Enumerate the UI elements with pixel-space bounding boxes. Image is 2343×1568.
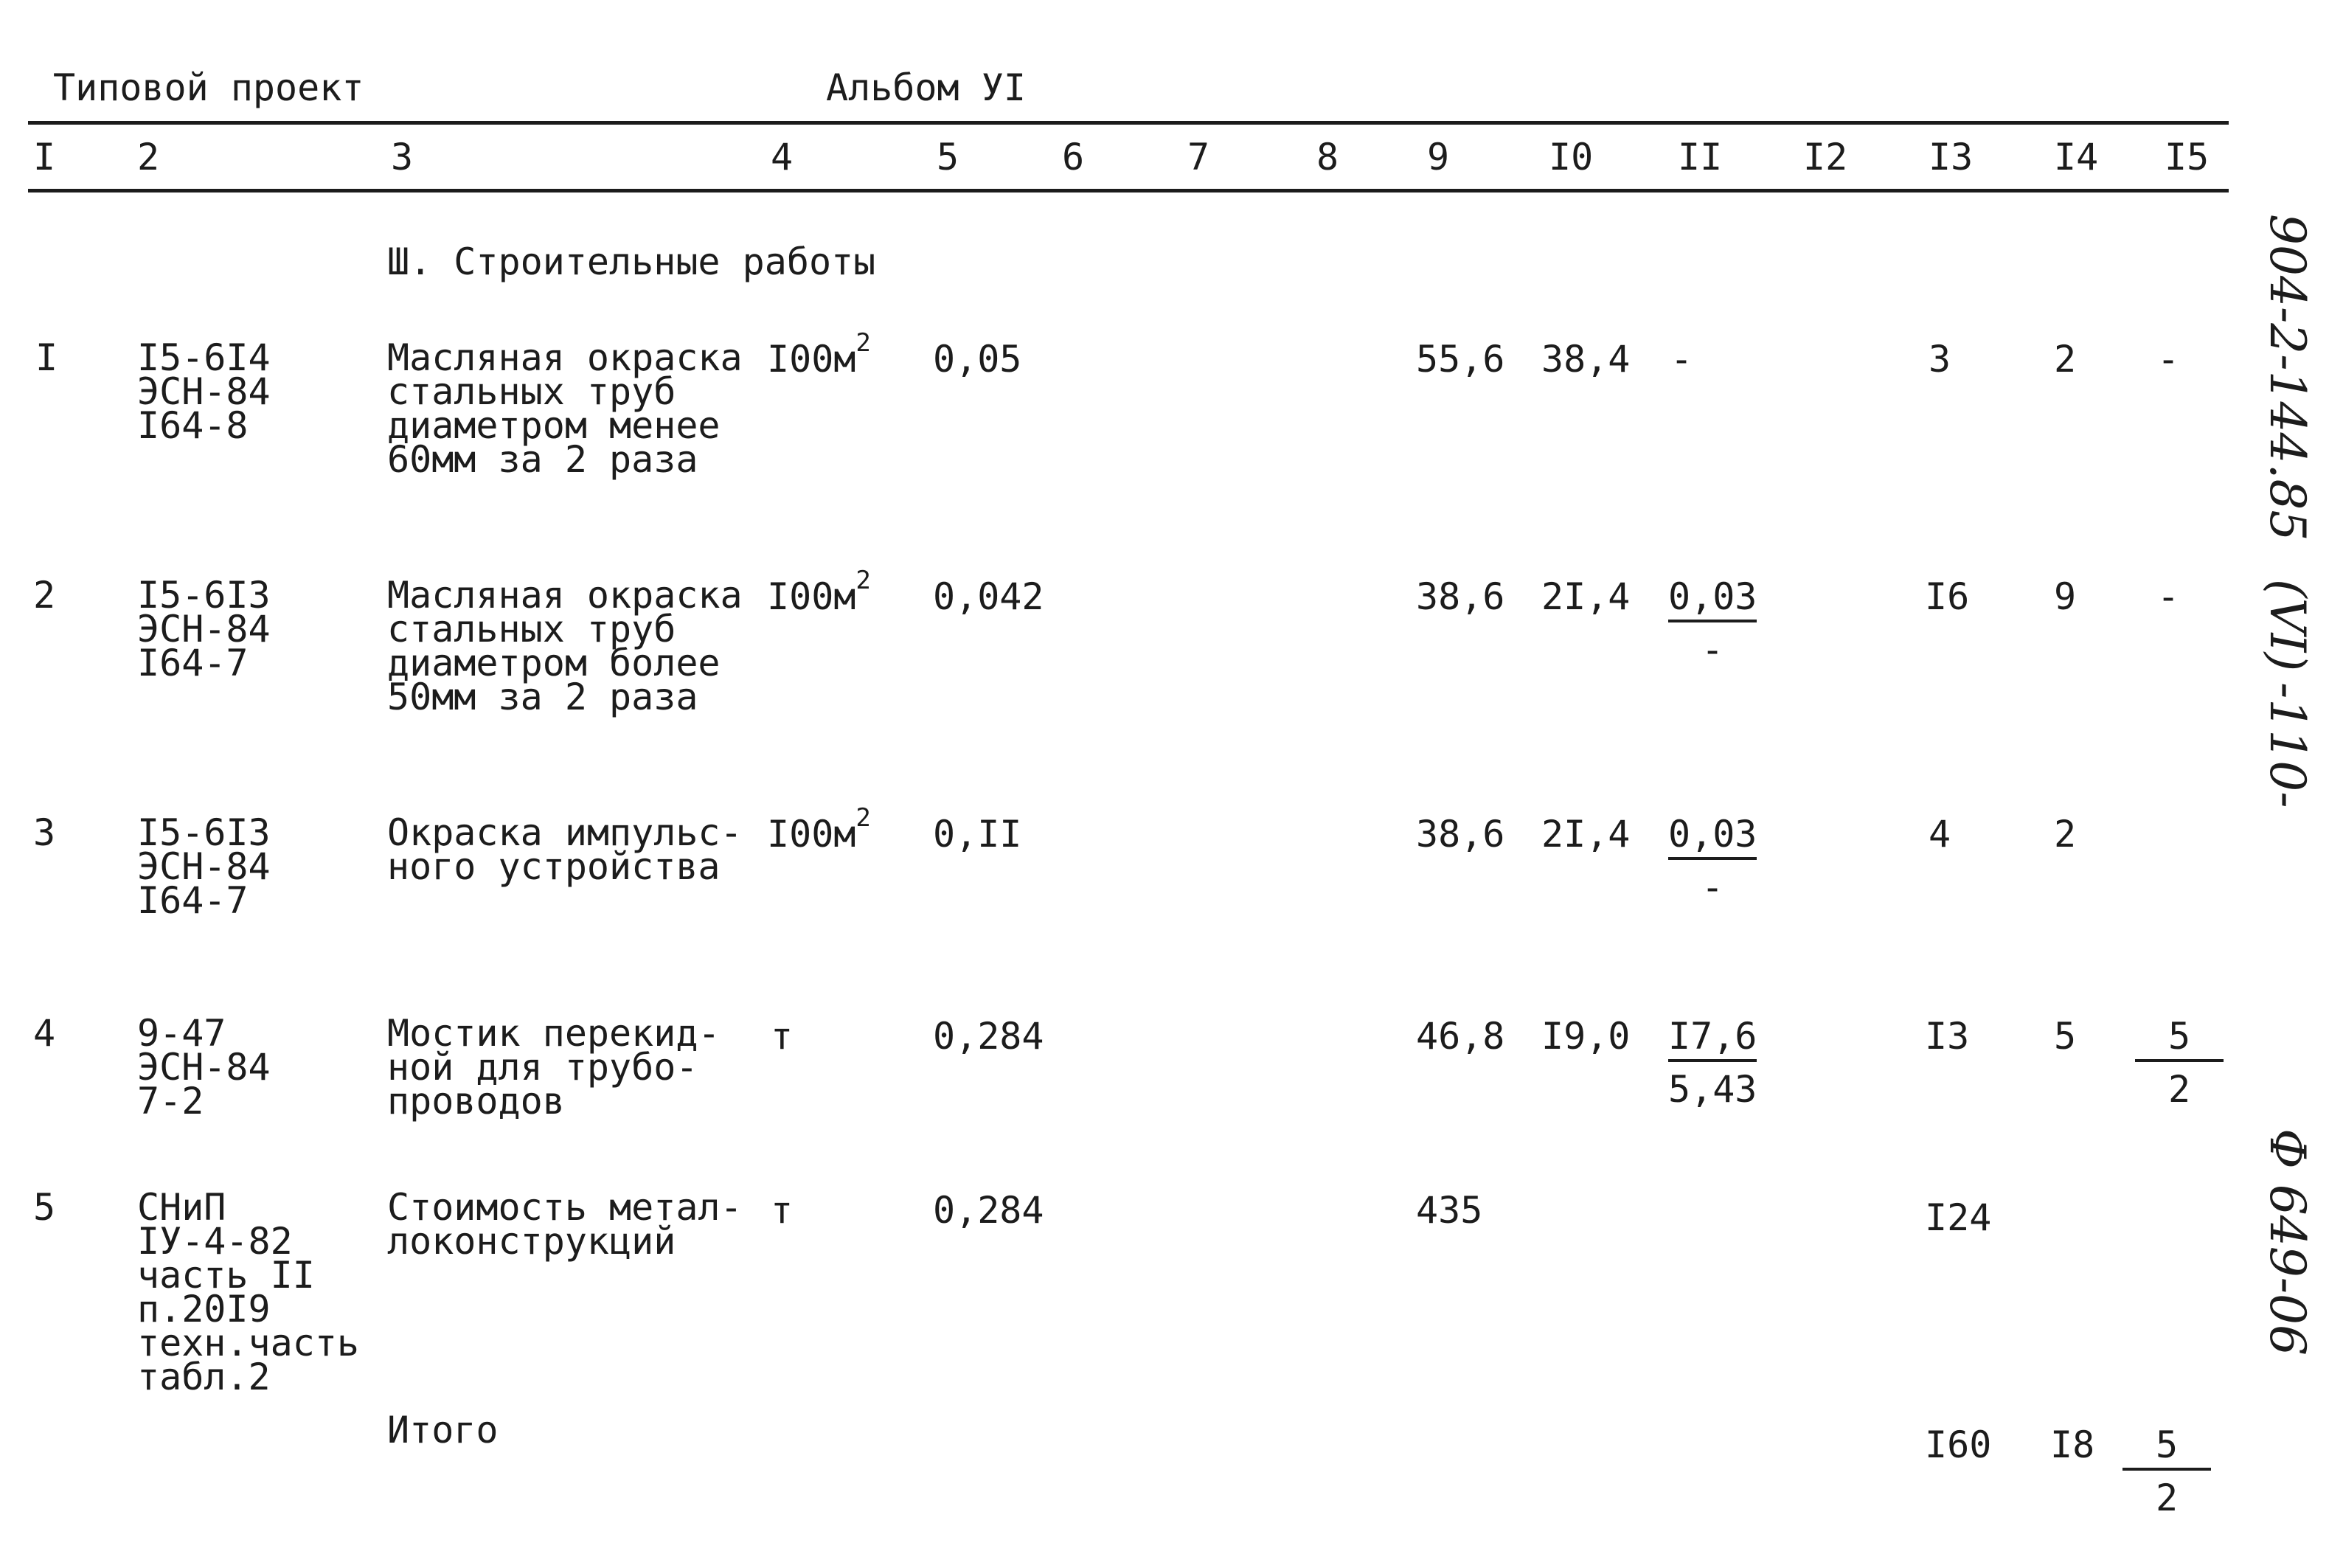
norm-code [137, 336, 271, 447]
description-line: диаметром более [387, 642, 721, 684]
row-number: 5 [33, 1186, 56, 1229]
col-header-1: I [33, 136, 56, 178]
col13-value: I6 [1925, 575, 1970, 618]
col10-value: 2I,4 [1541, 813, 1631, 856]
col-header-2: 2 [137, 136, 160, 178]
col-header-7: 7 [1187, 136, 1210, 178]
norm-code-line: ЭСН-84 [137, 845, 271, 888]
fraction-denominator: 5,43 [1668, 1068, 1757, 1111]
col-header-8: 8 [1316, 136, 1339, 178]
col-header-3: 3 [391, 136, 414, 178]
fraction-numerator: I7,6 [1668, 1015, 1757, 1058]
header-album: Альбом УI [826, 66, 1026, 109]
total-col14: I8 [2050, 1423, 2095, 1466]
norm-code-line: I5-6I4 [137, 336, 271, 379]
norm-code-line: ЭСН-84 [137, 1046, 271, 1089]
description-line: Окраска импульс- [387, 811, 743, 854]
fraction-bar [1668, 857, 1757, 860]
description-line: Масляная окраска [387, 336, 743, 379]
norm-code-line: I64-8 [137, 404, 249, 447]
col15-value: - [2157, 575, 2180, 618]
description-line: локонструкций [387, 1220, 676, 1263]
norm-code-line: I5-6I3 [137, 811, 271, 854]
fraction-bar [2135, 1059, 2224, 1062]
header-typical-project: Типовой проект [53, 66, 364, 109]
unit [767, 566, 871, 618]
row-number: 3 [33, 811, 56, 854]
col11-value: - [1670, 338, 1693, 381]
col9-value: 46,8 [1416, 1015, 1505, 1058]
norm-code-line: табл.2 [137, 1356, 271, 1398]
fraction-denominator: 2 [2167, 1068, 2191, 1111]
description-line: Стоимость метал- [387, 1186, 743, 1229]
col11-fraction [1668, 813, 1757, 909]
margin-note-page: -110- [2259, 682, 2316, 808]
col-header-15: I5 [2165, 136, 2210, 178]
norm-code-line: техн.часть [137, 1322, 360, 1364]
norm-code [137, 574, 271, 684]
description-line: Мостик перекид- [387, 1012, 721, 1055]
col9-value: 55,6 [1416, 338, 1505, 381]
work-description [387, 1012, 721, 1123]
unit: т [771, 1189, 794, 1232]
header-top-rule [28, 121, 2229, 125]
col14-value: 5 [2054, 1015, 2077, 1058]
norm-code-line: п.20I9 [137, 1288, 271, 1331]
margin-note-project-code: 904-2-144.85 [2259, 214, 2316, 541]
description-line: стальных труб [387, 370, 676, 413]
work-description [387, 811, 743, 888]
col10-value: I9,0 [1541, 1015, 1631, 1058]
unit-exponent: 2 [855, 328, 871, 358]
col-header-9: 9 [1427, 136, 1450, 178]
col15-value: - [2157, 338, 2180, 381]
col13-value: I24 [1925, 1196, 1992, 1239]
row-number: 4 [33, 1012, 56, 1055]
col13-value: I3 [1925, 1015, 1970, 1058]
description-line: ной для трубо- [387, 1046, 698, 1089]
col10-value: 2I,4 [1541, 575, 1631, 618]
col-header-12: I2 [1803, 136, 1848, 178]
norm-code [137, 1186, 360, 1398]
norm-code-line: ЭСН-84 [137, 608, 271, 651]
fraction-bar [1668, 620, 1757, 622]
margin-note-album: (VI) [2259, 579, 2316, 672]
total-col13: I60 [1925, 1423, 1992, 1466]
fraction-bar [1668, 1059, 1757, 1062]
col9-value: 38,6 [1416, 813, 1505, 856]
description-line: проводов [387, 1080, 565, 1123]
unit [767, 328, 871, 381]
fraction-numerator: 0,03 [1668, 813, 1757, 856]
col10-value: 38,4 [1541, 338, 1631, 381]
quantity: 0,II [933, 813, 1022, 856]
norm-code-line: I64-7 [137, 879, 249, 922]
col-header-11: II [1678, 136, 1723, 178]
row-number: I [35, 336, 58, 379]
work-description [387, 574, 743, 718]
col15-fraction [2135, 1015, 2224, 1111]
fraction-numerator: 5 [2155, 1423, 2179, 1466]
work-description [387, 336, 743, 481]
norm-code-line: I64-7 [137, 642, 249, 684]
norm-code-line: 9-47 [137, 1012, 226, 1055]
col13-value: 4 [1929, 813, 1951, 856]
col14-value: 2 [2054, 813, 2077, 856]
norm-code-line: IУ-4-82 [137, 1220, 293, 1263]
col-header-14: I4 [2054, 136, 2099, 178]
col-header-4: 4 [771, 136, 794, 178]
norm-code-line: часть II [137, 1254, 315, 1297]
col9-value: 435 [1416, 1189, 1483, 1232]
fraction-denominator: - [1701, 866, 1724, 909]
col14-value: 9 [2054, 575, 2077, 618]
norm-code-line: I5-6I3 [137, 574, 271, 617]
unit-text: I00м [767, 575, 856, 618]
col13-value: 3 [1929, 338, 1951, 381]
quantity: 0,284 [933, 1015, 1044, 1058]
section-title: Ш. Строительные работы [387, 240, 876, 283]
col11-fraction [1668, 575, 1757, 671]
unit-text: I00м [767, 338, 856, 381]
norm-code [137, 811, 271, 922]
col-header-6: 6 [1062, 136, 1085, 178]
description-line: 50мм за 2 раза [387, 676, 698, 718]
header-bottom-rule [28, 189, 2229, 192]
unit-exponent: 2 [855, 566, 871, 595]
unit: т [771, 1015, 794, 1058]
total-col15-fraction [2122, 1423, 2211, 1519]
quantity: 0,042 [933, 575, 1044, 618]
description-line: стальных труб [387, 608, 676, 651]
margin-note-inventory: Ф 649-06 [2259, 1128, 2316, 1356]
col-header-10: I0 [1549, 136, 1594, 178]
row-number: 2 [33, 574, 56, 617]
total-label: Итого [387, 1409, 499, 1451]
col14-value: 2 [2054, 338, 2077, 381]
col-header-13: I3 [1929, 136, 1974, 178]
work-description [387, 1186, 743, 1263]
norm-code-line: СНиП [137, 1186, 226, 1229]
description-line: диаметром менее [387, 404, 721, 447]
fraction-bar [2122, 1468, 2211, 1471]
col-header-5: 5 [937, 136, 959, 178]
quantity: 0,284 [933, 1189, 1044, 1232]
norm-code-line: 7-2 [137, 1080, 204, 1123]
unit [767, 803, 871, 856]
norm-code [137, 1012, 271, 1123]
unit-text: I00м [767, 813, 856, 856]
unit-exponent: 2 [855, 803, 871, 833]
description-line: ного устройства [387, 845, 721, 888]
col11-fraction [1668, 1015, 1757, 1111]
description-line: Масляная окраска [387, 574, 743, 617]
fraction-denominator: 2 [2155, 1477, 2179, 1519]
quantity: 0,05 [933, 338, 1022, 381]
col9-value: 38,6 [1416, 575, 1505, 618]
norm-code-line: ЭСН-84 [137, 370, 271, 413]
description-line: 60мм за 2 раза [387, 438, 698, 481]
fraction-denominator: - [1701, 628, 1724, 671]
fraction-numerator: 0,03 [1668, 575, 1757, 618]
fraction-numerator: 5 [2167, 1015, 2191, 1058]
